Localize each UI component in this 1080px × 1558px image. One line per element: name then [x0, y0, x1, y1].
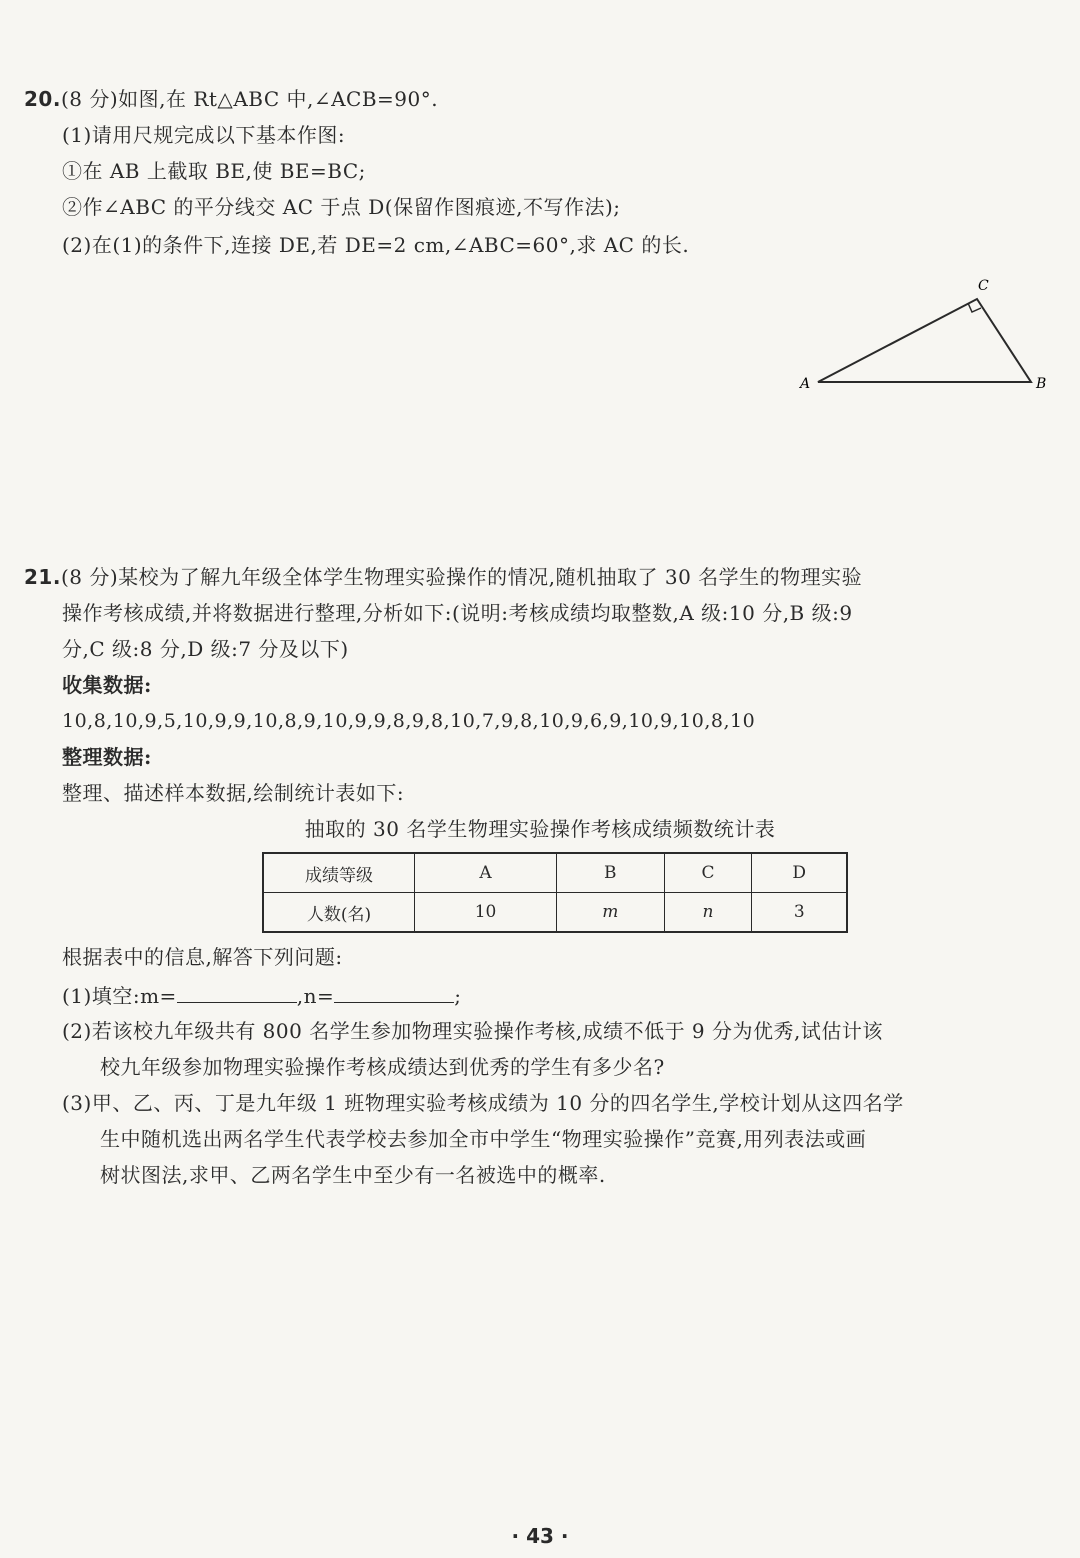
collect-data: 10,8,10,9,5,10,9,9,10,8,9,10,9,9,8,9,8,10,7,9,8,10,9,6,9,10,9,10,8,10 — [62, 710, 756, 732]
q20-step1: ①在 AB 上截取 BE,使 BE=BC; — [62, 159, 366, 183]
table-count-row — [263, 893, 847, 933]
q21-number: 21. — [24, 565, 61, 589]
q20-step2: ②作∠ABC 的平分线交 AC 于点 D(保留作图痕迹,不写作法); — [62, 195, 621, 219]
blank-n[interactable] — [334, 982, 454, 1003]
q21-intro-line1 — [24, 564, 862, 590]
table-grade-d: D — [752, 853, 847, 893]
collect-heading: 收集数据: — [62, 673, 152, 697]
table-count-d: 3 — [752, 893, 847, 933]
table-count-c: n — [664, 893, 752, 933]
sub1-mid: ,n= — [296, 984, 335, 1008]
blank-m[interactable] — [177, 982, 297, 1003]
table-caption: 抽取的 30 名学生物理实验操作考核成绩频数统计表 — [304, 817, 776, 841]
page-number: · 43 · — [511, 1524, 569, 1548]
sub2-line1: (2)若该校九年级共有 800 名学生参加物理实验操作考核,成绩不低于 9 分为优秀,试估计该 — [62, 1019, 883, 1043]
triangle-figure — [790, 270, 1060, 400]
organize-text: 整理、描述样本数据,绘制统计表如下: — [62, 781, 405, 805]
q20-number: 20. — [24, 87, 61, 111]
right-angle-mark — [968, 303, 981, 312]
sub2-line2: 校九年级参加物理实验操作考核成绩达到优秀的学生有多少名? — [100, 1055, 665, 1079]
table-count-b: m — [557, 893, 664, 933]
label-b: B — [1036, 376, 1047, 392]
table-header-row — [263, 853, 847, 893]
table-count-a: 10 — [415, 893, 557, 933]
table-grade-b: B — [557, 853, 664, 893]
label-a: A — [800, 376, 811, 392]
sub3-line1: (3)甲、乙、丙、丁是九年级 1 班物理实验考核成绩为 10 分的四名学生,学校计划从这四名学 — [62, 1091, 904, 1115]
q21-intro-line2: 操作考核成绩,并将数据进行整理,分析如下:(说明:考核成绩均取整数,A 级:10 分,B 级:9 — [62, 601, 853, 625]
table-grade-a: A — [415, 853, 557, 893]
q21-intro-line3: 分,C 级:8 分,D 级:7 分及以下) — [62, 637, 349, 661]
q20-part2: (2)在(1)的条件下,连接 DE,若 DE=2 cm,∠ABC=60°,求 AC 的长. — [62, 233, 690, 257]
organize-heading: 整理数据: — [62, 745, 152, 769]
q20-part1: (1)请用尺规完成以下基本作图: — [62, 123, 346, 147]
table-header-label: 成绩等级 — [263, 853, 415, 893]
answer-intro: 根据表中的信息,解答下列问题: — [62, 945, 343, 969]
sub3-line2: 生中随机选出两名学生代表学校去参加全市中学生“物理实验操作”竞赛,用列表法或画 — [100, 1127, 867, 1151]
table-grade-c: C — [664, 853, 752, 893]
sub3-line3: 树状图法,求甲、乙两名学生中至少有一名被选中的概率. — [100, 1163, 606, 1187]
sub1-suffix: ; — [454, 984, 462, 1008]
frequency-table — [262, 852, 848, 933]
sub1-line — [62, 982, 462, 1009]
q20-intro-line — [24, 86, 438, 112]
q21-intro-1: (8 分)某校为了解九年级全体学生物理实验操作的情况,随机抽取了 30 名学生的物理实验 — [60, 565, 863, 589]
table-row-label: 人数(名) — [263, 893, 415, 933]
triangle-abc — [818, 299, 1031, 382]
sub1-prefix: (1)填空:m= — [62, 984, 177, 1008]
q20-intro: (8 分)如图,在 Rt△ABC 中,∠ACB=90°. — [60, 87, 439, 111]
label-c: C — [978, 278, 989, 294]
